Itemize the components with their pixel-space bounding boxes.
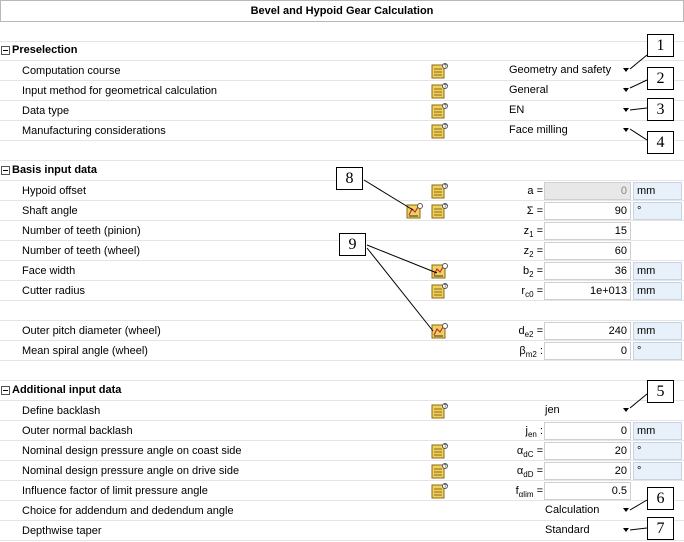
notepad-icon[interactable] [431, 123, 448, 139]
field-label: Nominal design pressure angle on coast side [22, 445, 242, 457]
unit-label: ° [633, 442, 682, 460]
chart-icon[interactable] [431, 263, 448, 279]
svg-text:?: ? [443, 184, 447, 190]
chevron-down-icon [623, 528, 629, 532]
section-title: Basis input data [12, 164, 97, 176]
row-mean-spiral [0, 341, 684, 361]
unit-label: ° [633, 202, 682, 220]
face-width-input[interactable]: 36 [544, 262, 631, 280]
spacer-row [0, 361, 684, 381]
field-label: Outer pitch diameter (wheel) [22, 325, 161, 337]
select-value: Face milling [509, 124, 568, 136]
notepad-icon[interactable] [431, 63, 448, 79]
manufacturing-select[interactable] [506, 122, 631, 140]
row-pressure-drive [0, 461, 684, 481]
symbol: $\beta_{m2}$ : [519, 345, 543, 360]
chevron-down-icon [623, 128, 629, 132]
row-addendum-choice [0, 501, 684, 521]
unit-label: mm [633, 262, 682, 280]
svg-text:?: ? [443, 284, 447, 290]
row-pressure-coast [0, 441, 684, 461]
symbol: Σ = [526, 205, 543, 217]
notepad-icon[interactable] [431, 103, 448, 119]
svg-text:?: ? [443, 404, 447, 410]
chart-icon[interactable] [406, 203, 423, 219]
row-computation-course [0, 61, 684, 81]
field-label: Cutter radius [22, 285, 85, 297]
field-label: Influence factor of limit pressure angle [22, 485, 208, 497]
unit-label: mm [633, 182, 682, 200]
shaft-angle-input[interactable]: 90 [544, 202, 631, 220]
svg-text:?: ? [443, 484, 447, 490]
row-manufacturing [0, 121, 684, 141]
collapse-toggle-icon[interactable] [1, 166, 10, 175]
callout-8: 8 [336, 167, 363, 190]
chevron-down-icon [623, 88, 629, 92]
collapse-toggle-icon[interactable] [1, 46, 10, 55]
symbol: $j_{en}$ : [525, 425, 543, 440]
collapse-toggle-icon[interactable] [1, 386, 10, 395]
field-label: Hypoid offset [22, 185, 87, 197]
chart-icon[interactable] [431, 323, 448, 339]
spacer-row [0, 22, 684, 42]
field-label: Mean spiral angle (wheel) [22, 345, 148, 357]
field-label: Choice for addendum and dedendum angle [22, 505, 234, 517]
row-outer-normal-backlash [0, 421, 684, 441]
symbol: $r_{c0}$ = [521, 285, 543, 300]
section-title: Additional input data [12, 384, 122, 396]
symbol: a = [527, 185, 543, 197]
notepad-icon[interactable] [431, 483, 448, 499]
svg-text:?: ? [443, 204, 447, 210]
select-value: General [509, 84, 549, 96]
influence-factor-input[interactable]: 0.5 [544, 482, 631, 500]
select-value: Standard [545, 524, 590, 536]
callout-9: 9 [339, 233, 366, 256]
field-label: Number of teeth (wheel) [22, 245, 140, 257]
symbol: $z_1$ = [523, 225, 543, 240]
notepad-icon[interactable] [431, 463, 448, 479]
svg-text:?: ? [443, 124, 447, 130]
notepad-icon[interactable] [431, 203, 448, 219]
addendum-choice-select[interactable] [542, 502, 631, 520]
notepad-icon[interactable] [431, 83, 448, 99]
symbol: $b_2$ = [522, 265, 543, 280]
callout-6: 6 [647, 487, 674, 510]
mean-spiral-input[interactable]: 0 [544, 342, 631, 360]
chevron-down-icon [623, 508, 629, 512]
pressure-drive-input[interactable]: 20 [544, 462, 631, 480]
section-preselection[interactable] [0, 41, 684, 61]
callout-3: 3 [647, 98, 674, 121]
svg-text:?: ? [443, 84, 447, 90]
notepad-icon[interactable] [431, 403, 448, 419]
symbol: $\alpha_{dC}$ = [516, 445, 543, 460]
teeth-pinion-input[interactable]: 15 [544, 222, 631, 240]
data-type-select[interactable] [506, 102, 631, 120]
svg-text:?: ? [443, 64, 447, 70]
unit-label: ° [633, 342, 682, 360]
callout-1: 1 [647, 34, 674, 57]
field-label: Number of teeth (pinion) [22, 225, 141, 237]
pressure-coast-input[interactable]: 20 [544, 442, 631, 460]
callout-4: 4 [647, 131, 674, 154]
symbol: $z_2$ = [523, 245, 543, 260]
svg-text:?: ? [443, 104, 447, 110]
select-value: jen [545, 404, 560, 416]
row-input-method [0, 81, 684, 101]
row-shaft-angle [0, 201, 684, 221]
symbol: $\alpha_{dD}$ = [516, 465, 543, 480]
row-cutter-radius [0, 281, 684, 301]
select-value: Calculation [545, 504, 600, 516]
row-outer-pitch [0, 321, 684, 341]
symbol: $d_{e2}$ = [518, 325, 543, 340]
section-title: Preselection [12, 44, 78, 56]
field-label: Manufacturing considerations [22, 125, 166, 137]
chevron-down-icon [623, 408, 629, 412]
outer-pitch-input[interactable]: 240 [544, 322, 631, 340]
hypoid-offset-input[interactable]: 0 [544, 182, 631, 200]
field-label: Define backlash [22, 405, 101, 417]
depthwise-taper-select[interactable] [542, 522, 631, 540]
callout-5: 5 [647, 380, 674, 403]
svg-text:?: ? [443, 444, 447, 450]
callout-2: 2 [647, 67, 674, 90]
teeth-wheel-input[interactable]: 60 [544, 242, 631, 260]
field-label: Shaft angle [22, 205, 78, 217]
outer-normal-backlash-input[interactable]: 0 [544, 422, 631, 440]
symbol: $f_{\alpha lim}$ = [515, 485, 543, 500]
field-label: Nominal design pressure angle on drive side [22, 465, 240, 477]
select-value: Geometry and safety [509, 64, 612, 76]
row-data-type [0, 101, 684, 121]
callout-7: 7 [647, 517, 674, 540]
select-value: EN [509, 104, 525, 116]
unit-label: ° [633, 462, 682, 480]
field-label: Computation course [22, 65, 121, 77]
notepad-icon[interactable] [431, 183, 448, 199]
spacer-row [0, 141, 684, 161]
field-label: Outer normal backlash [22, 425, 133, 437]
row-influence-factor [0, 481, 684, 501]
chevron-down-icon [623, 108, 629, 112]
cutter-radius-input[interactable]: 1e+013 [544, 282, 631, 300]
field-label: Data type [22, 105, 70, 117]
row-face-width [0, 261, 684, 281]
row-depthwise-taper [0, 521, 684, 541]
unit-label: mm [633, 282, 682, 300]
computation-course-select[interactable] [506, 62, 631, 80]
svg-text:?: ? [443, 464, 447, 470]
define-backlash-select[interactable] [542, 402, 631, 420]
chevron-down-icon [623, 68, 629, 72]
field-label: Depthwise taper [22, 525, 102, 537]
notepad-icon[interactable] [431, 443, 448, 459]
unit-label: mm [633, 422, 682, 440]
input-method-select[interactable] [506, 82, 631, 100]
unit-label: mm [633, 322, 682, 340]
spacer-row [0, 301, 684, 321]
notepad-icon[interactable] [431, 283, 448, 299]
window-title: Bevel and Hypoid Gear Calculation [0, 0, 684, 22]
row-define-backlash [0, 401, 684, 421]
section-additional[interactable] [0, 381, 684, 401]
field-label: Input method for geometrical calculation [22, 85, 218, 97]
field-label: Face width [22, 265, 76, 277]
